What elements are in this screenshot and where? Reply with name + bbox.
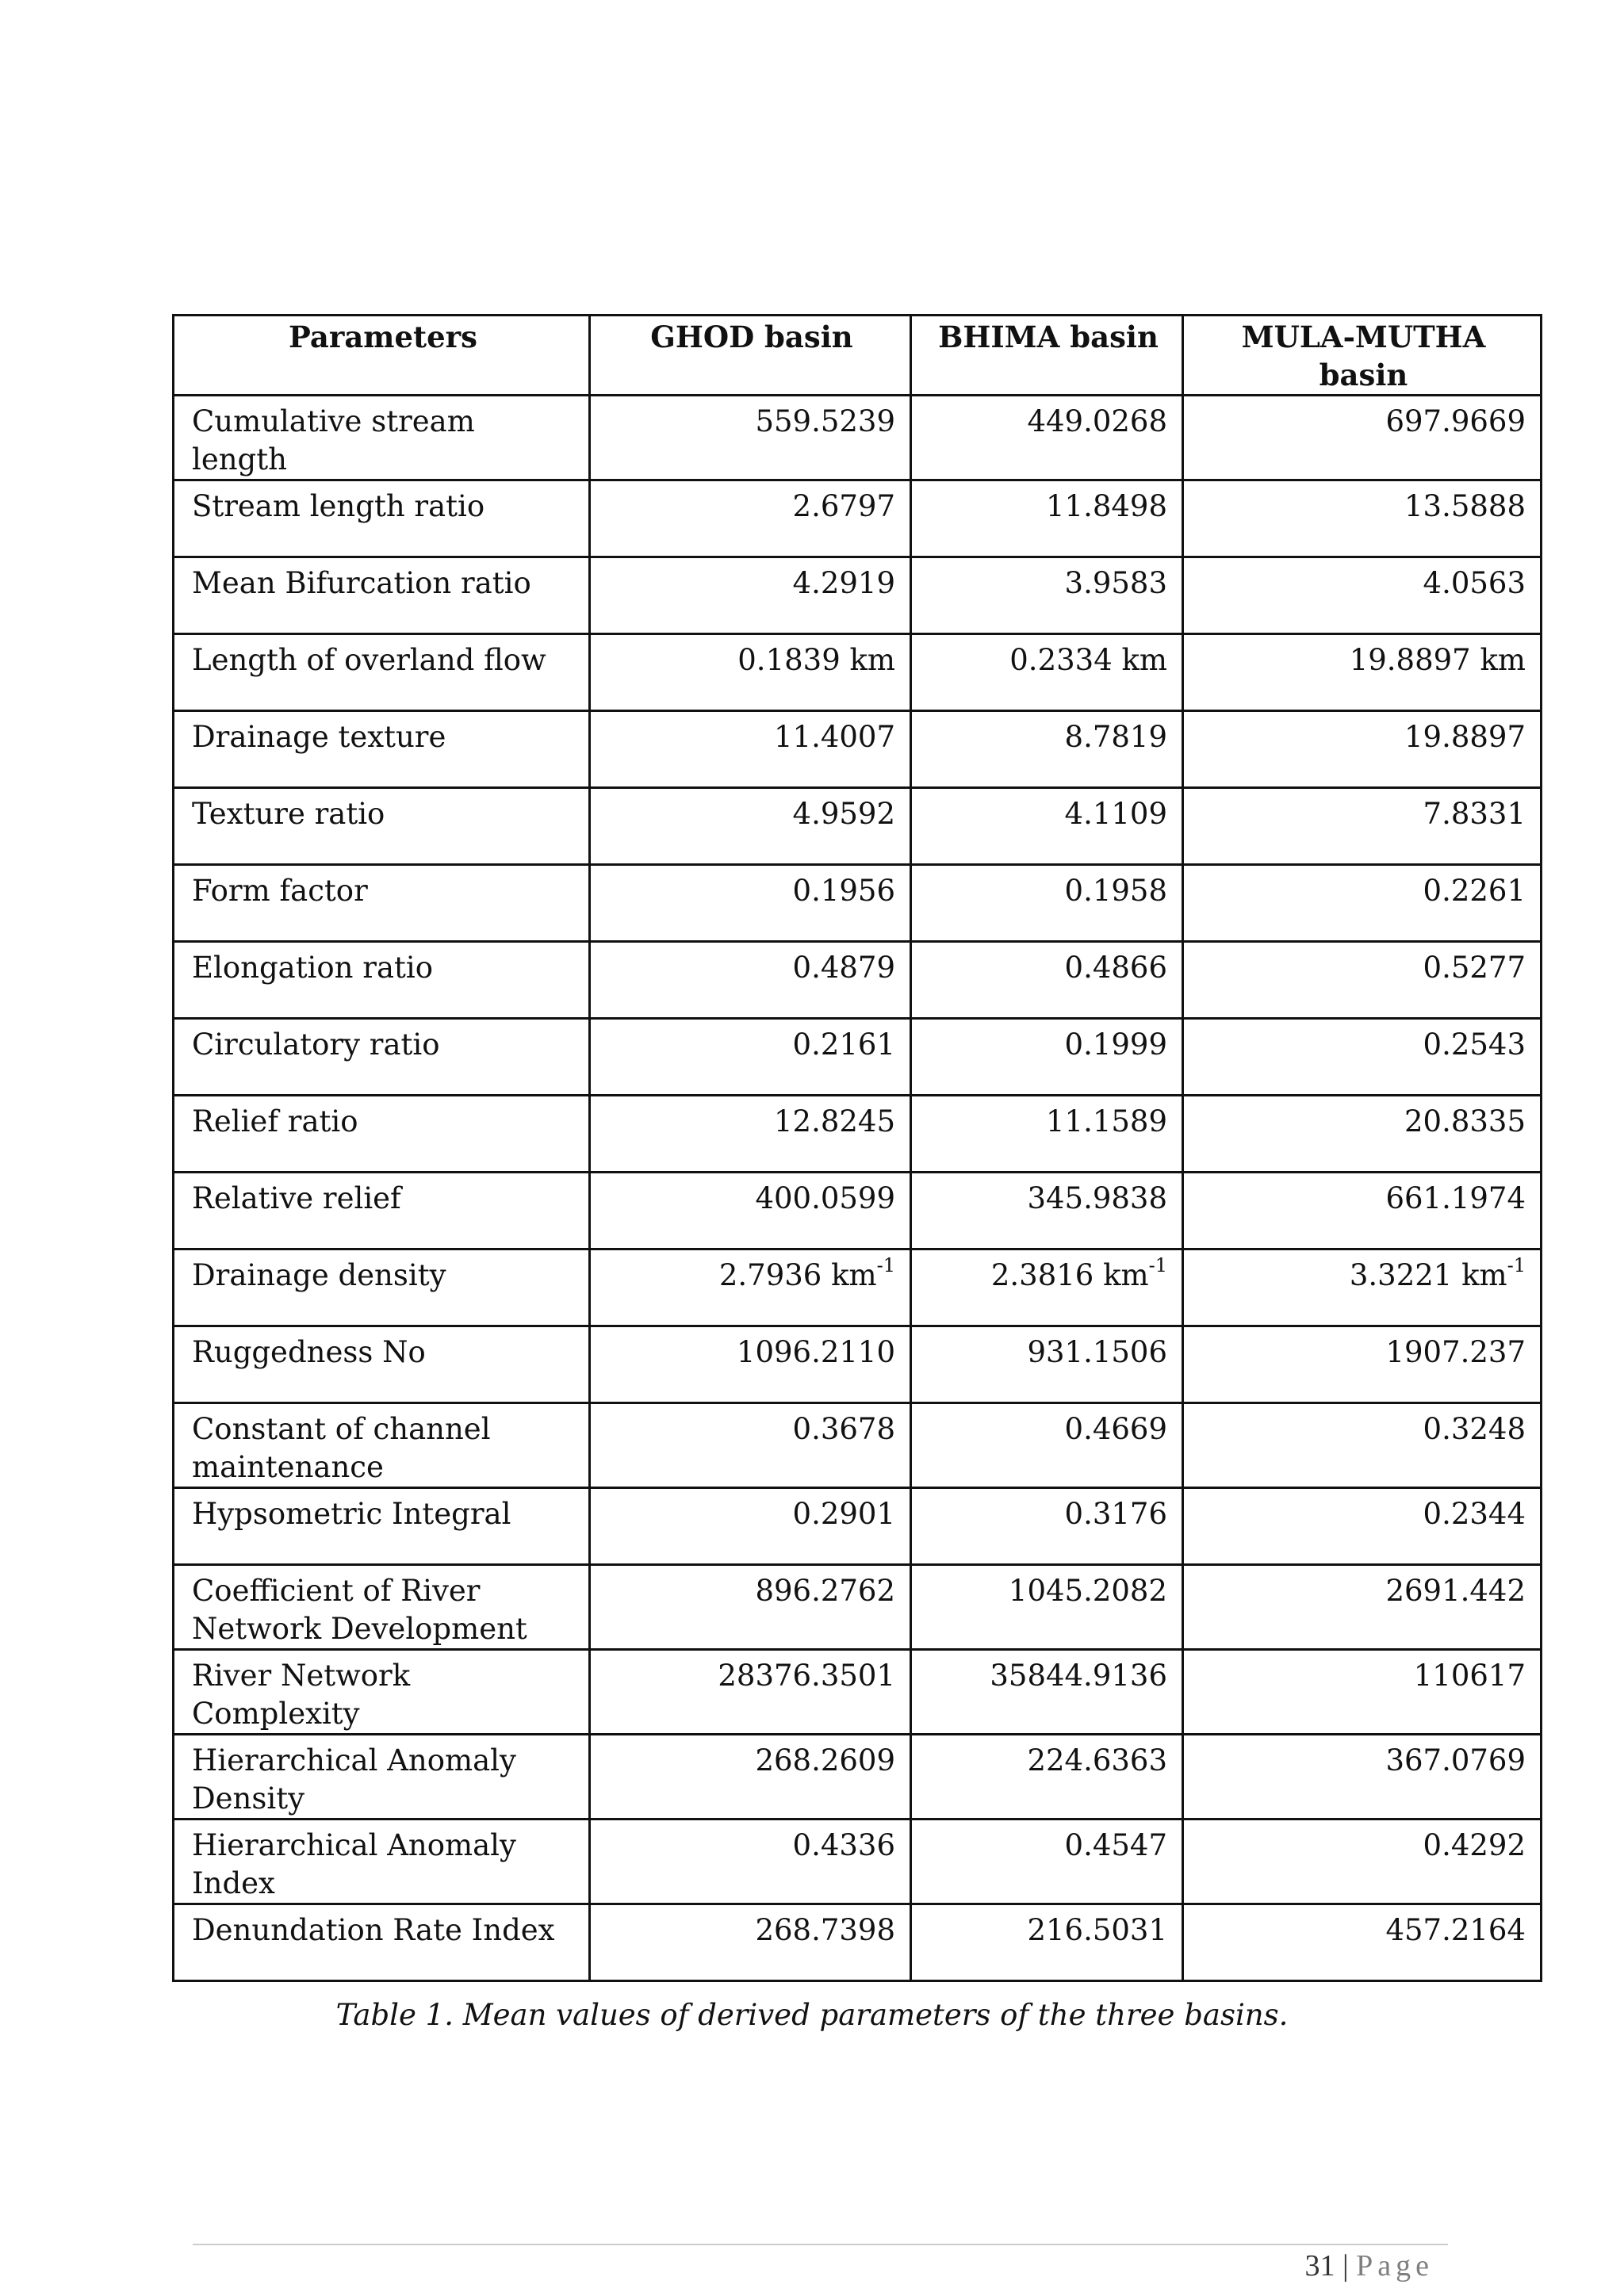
footer-separator: | bbox=[1342, 2249, 1349, 2283]
mula-mutha-value: 19.8897 bbox=[1183, 711, 1542, 788]
table-row bbox=[174, 480, 1542, 557]
mula-mutha-value: 661.1974 bbox=[1183, 1173, 1542, 1249]
mula-mutha-value: 0.2261 bbox=[1183, 865, 1542, 942]
param-name: Form factor bbox=[174, 865, 590, 942]
mula-mutha-value: 697.9669 bbox=[1183, 396, 1542, 480]
page-footer bbox=[1305, 2248, 1434, 2283]
param-name: Relative relief bbox=[174, 1173, 590, 1249]
param-name: Texture ratio bbox=[174, 788, 590, 865]
ghod-value: 896.2762 bbox=[590, 1565, 911, 1650]
ghod-value: 268.7398 bbox=[590, 1904, 911, 1981]
bhima-value: 0.1999 bbox=[911, 1019, 1183, 1096]
mula-mutha-value: 0.4292 bbox=[1183, 1820, 1542, 1904]
ghod-value: 400.0599 bbox=[590, 1173, 911, 1249]
ghod-value-text: 2.7936 km bbox=[718, 1258, 877, 1292]
ghod-value: 2.6797 bbox=[590, 480, 911, 557]
unit-exponent: -1 bbox=[1148, 1253, 1167, 1276]
bhima-value: 449.0268 bbox=[911, 396, 1183, 480]
param-name: Cumulative stream length bbox=[174, 396, 590, 480]
mula-mutha-value: 2691.442 bbox=[1183, 1565, 1542, 1650]
table-row bbox=[174, 865, 1542, 942]
ghod-value: 4.2919 bbox=[590, 557, 911, 634]
table-row bbox=[174, 1488, 1542, 1565]
unit-exponent: -1 bbox=[876, 1253, 895, 1276]
ghod-value: 0.2901 bbox=[590, 1488, 911, 1565]
table-row bbox=[174, 396, 1542, 480]
ghod-value: 12.8245 bbox=[590, 1096, 911, 1173]
bhima-value: 345.9838 bbox=[911, 1173, 1183, 1249]
mula-mutha-value-text: 3.3221 km bbox=[1349, 1258, 1507, 1292]
table-body bbox=[174, 396, 1542, 1981]
bhima-value bbox=[911, 1249, 1183, 1326]
table-row bbox=[174, 1326, 1542, 1403]
table-row bbox=[174, 1565, 1542, 1650]
table-row bbox=[174, 942, 1542, 1019]
table-row bbox=[174, 788, 1542, 865]
bhima-value: 931.1506 bbox=[911, 1326, 1183, 1403]
ghod-value: 28376.3501 bbox=[590, 1650, 911, 1735]
mula-mutha-value: 367.0769 bbox=[1183, 1735, 1542, 1820]
bhima-value: 224.6363 bbox=[911, 1735, 1183, 1820]
page-label: Page bbox=[1356, 2249, 1434, 2283]
table-row bbox=[174, 1735, 1542, 1820]
ghod-value: 4.9592 bbox=[590, 788, 911, 865]
header-ghod-basin: GHOD basin bbox=[590, 316, 911, 396]
table-row bbox=[174, 557, 1542, 634]
bhima-value: 4.1109 bbox=[911, 788, 1183, 865]
bhima-value: 35844.9136 bbox=[911, 1650, 1183, 1735]
table-row bbox=[174, 1820, 1542, 1904]
mula-mutha-value bbox=[1183, 1249, 1542, 1326]
mula-mutha-value: 1907.237 bbox=[1183, 1326, 1542, 1403]
header-bhima-basin: BHIMA basin bbox=[911, 316, 1183, 396]
ghod-value: 0.1956 bbox=[590, 865, 911, 942]
mula-mutha-value: 0.2344 bbox=[1183, 1488, 1542, 1565]
ghod-value: 0.3678 bbox=[590, 1403, 911, 1488]
ghod-value: 11.4007 bbox=[590, 711, 911, 788]
bhima-value: 0.4866 bbox=[911, 942, 1183, 1019]
bhima-value: 8.7819 bbox=[911, 711, 1183, 788]
parameters-table bbox=[172, 314, 1542, 1982]
bhima-value: 3.9583 bbox=[911, 557, 1183, 634]
footer-divider bbox=[193, 2244, 1448, 2245]
table-row bbox=[174, 1249, 1542, 1326]
param-name: Length of overland flow bbox=[174, 634, 590, 711]
mula-mutha-value: 0.3248 bbox=[1183, 1403, 1542, 1488]
param-name: Drainage texture bbox=[174, 711, 590, 788]
ghod-value: 0.4336 bbox=[590, 1820, 911, 1904]
ghod-value: 0.1839 km bbox=[590, 634, 911, 711]
ghod-value: 1096.2110 bbox=[590, 1326, 911, 1403]
bhima-value: 0.2334 km bbox=[911, 634, 1183, 711]
bhima-value: 11.8498 bbox=[911, 480, 1183, 557]
param-name: Mean Bifurcation ratio bbox=[174, 557, 590, 634]
table-row bbox=[174, 1403, 1542, 1488]
ghod-value: 0.4879 bbox=[590, 942, 911, 1019]
param-name: Hierarchical Anomaly Density bbox=[174, 1735, 590, 1820]
table-row bbox=[174, 1650, 1542, 1735]
table-row bbox=[174, 711, 1542, 788]
param-name: Drainage density bbox=[174, 1249, 590, 1326]
param-name: Coefficient of River Network Development bbox=[174, 1565, 590, 1650]
bhima-value: 216.5031 bbox=[911, 1904, 1183, 1981]
param-name: Elongation ratio bbox=[174, 942, 590, 1019]
header-mula-mutha-basin: MULA-MUTHA basin bbox=[1183, 316, 1542, 396]
table-row bbox=[174, 1904, 1542, 1981]
mula-mutha-value: 4.0563 bbox=[1183, 557, 1542, 634]
param-name: Hierarchical Anomaly Index bbox=[174, 1820, 590, 1904]
param-name: Ruggedness No bbox=[174, 1326, 590, 1403]
bhima-value: 11.1589 bbox=[911, 1096, 1183, 1173]
header-parameters: Parameters bbox=[174, 316, 590, 396]
table-row bbox=[174, 634, 1542, 711]
mula-mutha-value: 0.5277 bbox=[1183, 942, 1542, 1019]
mula-mutha-value: 110617 bbox=[1183, 1650, 1542, 1735]
bhima-value: 0.3176 bbox=[911, 1488, 1183, 1565]
ghod-value: 0.2161 bbox=[590, 1019, 911, 1096]
bhima-value: 1045.2082 bbox=[911, 1565, 1183, 1650]
param-name: Denundation Rate Index bbox=[174, 1904, 590, 1981]
param-name: Relief ratio bbox=[174, 1096, 590, 1173]
table-row bbox=[174, 1173, 1542, 1249]
mula-mutha-value: 7.8331 bbox=[1183, 788, 1542, 865]
bhima-value: 0.1958 bbox=[911, 865, 1183, 942]
ghod-value: 268.2609 bbox=[590, 1735, 911, 1820]
bhima-value-text: 2.3816 km bbox=[990, 1258, 1149, 1292]
page-number: 31 bbox=[1304, 2249, 1335, 2283]
table-row bbox=[174, 1019, 1542, 1096]
table-caption: Table 1. Mean values of derived parameters of the three basins. bbox=[335, 1998, 1289, 2032]
unit-exponent: -1 bbox=[1507, 1253, 1526, 1276]
ghod-value: 559.5239 bbox=[590, 396, 911, 480]
bhima-value: 0.4669 bbox=[911, 1403, 1183, 1488]
mula-mutha-value: 457.2164 bbox=[1183, 1904, 1542, 1981]
mula-mutha-value: 13.5888 bbox=[1183, 480, 1542, 557]
param-name: Hypsometric Integral bbox=[174, 1488, 590, 1565]
table-header-row bbox=[174, 316, 1542, 396]
param-name: River Network Complexity bbox=[174, 1650, 590, 1735]
mula-mutha-value: 0.2543 bbox=[1183, 1019, 1542, 1096]
param-name: Stream length ratio bbox=[174, 480, 590, 557]
ghod-value bbox=[590, 1249, 911, 1326]
bhima-value: 0.4547 bbox=[911, 1820, 1183, 1904]
mula-mutha-value: 19.8897 km bbox=[1183, 634, 1542, 711]
mula-mutha-value: 20.8335 bbox=[1183, 1096, 1542, 1173]
param-name: Constant of channel maintenance bbox=[174, 1403, 590, 1488]
param-name: Circulatory ratio bbox=[174, 1019, 590, 1096]
table-row bbox=[174, 1096, 1542, 1173]
